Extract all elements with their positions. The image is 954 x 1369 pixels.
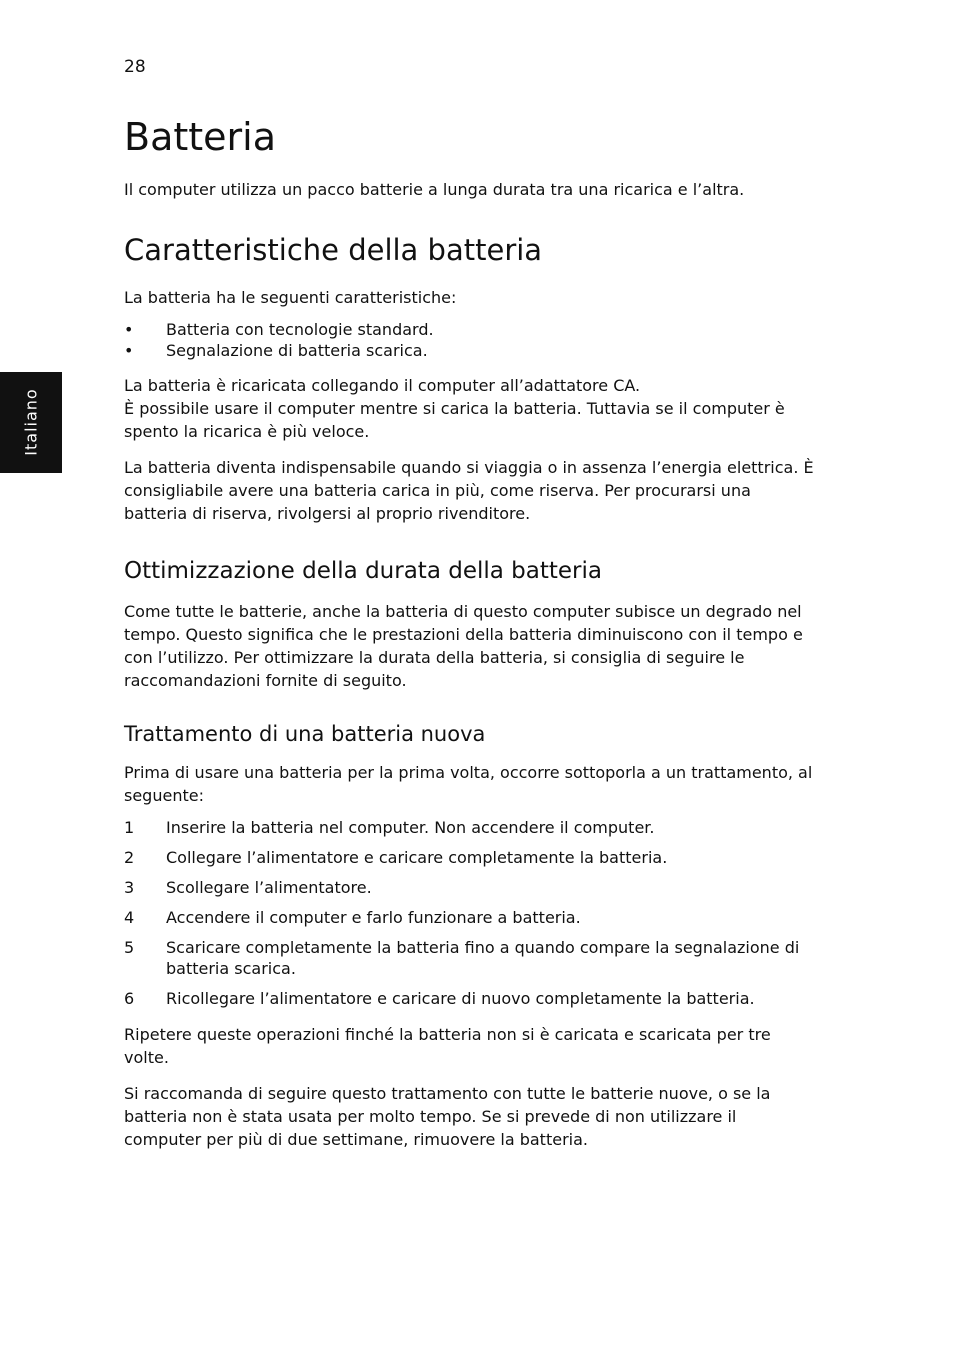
section-heading-new-battery: Trattamento di una batteria nuova — [124, 722, 486, 746]
characteristics-list — [124, 319, 814, 361]
list-item: 4 Accendere il computer e farlo funzionare a batteria. — [124, 908, 581, 927]
list-item: 2 Collegare l’alimentatore e caricare completamente la batteria. — [124, 848, 668, 867]
list-item: • Segnalazione di batteria scarica. — [124, 341, 428, 360]
bullet-marker: • — [124, 341, 134, 360]
section-heading-characteristics: Caratteristiche della batteria — [124, 233, 543, 267]
optimization-paragraph: Come tutte le batterie, anche la batteria di questo computer subisce un degrado nel tempo. Questo significa che le prestazioni della batteria diminuiscono con il tempo e con l’utilizzo. Per ottimizzare la durata della batteria, si consiglia di seguire le raccomandazioni fornite di seguito. — [124, 602, 803, 690]
charging-paragraph: La batteria è ricaricata collegando il computer all’adattatore CA. È possibile usare il computer mentre si carica la batteria. Tuttavia se il computer è spento la ricarica è più veloce. — [124, 376, 785, 441]
list-item: 5 Scaricare completamente la batteria fino a quando compare la segnalazione di batteria scarica. — [124, 938, 800, 978]
conditioning-steps — [124, 817, 814, 1009]
list-item: 6 Ricollegare l’alimentatore e caricare di nuovo completamente la batteria. — [124, 989, 755, 1008]
spare-battery-paragraph: La batteria diventa indispensabile quando si viaggia o in assenza l’energia elettrica. È consigliabile avere una batteria carica in più, come riserva. Per procurarsi una batteria di riserva, rivolgersi al proprio rivenditore. — [124, 458, 814, 523]
page-content — [124, 110, 814, 1151]
page-number: 28 — [124, 57, 146, 77]
list-item: • Batteria con tecnologie standard. — [124, 320, 434, 339]
page-title: Batteria — [124, 115, 276, 159]
list-item: 1 Inserire la batteria nel computer. Non accendere il computer. — [124, 818, 655, 837]
repeat-paragraph: Ripetere queste operazioni finché la batteria non si è caricata e scaricata per tre volte. — [124, 1025, 771, 1067]
recommendation-paragraph: Si raccomanda di seguire questo trattamento con tutte le batterie nuove, o se la batteria non è stata usata per molto tempo. Se si prevede di non utilizzare il computer per più di due settimane, rimuovere la batteria. — [124, 1084, 771, 1149]
new-battery-lead: Prima di usare una batteria per la prima volta, occorre sottoporla a un trattamento, al seguente: — [124, 763, 813, 805]
bullet-marker: • — [124, 320, 134, 339]
side-tab-label: Italiano — [21, 388, 41, 456]
list-item: 3 Scollegare l’alimentatore. — [124, 878, 372, 897]
intro-paragraph: Il computer utilizza un pacco batterie a lunga durata tra una ricarica e l’altra. — [124, 180, 745, 199]
characteristics-lead: La batteria ha le seguenti caratteristiche: — [124, 288, 457, 307]
language-side-tab — [0, 372, 62, 473]
section-heading-optimization: Ottimizzazione della durata della batteria — [124, 558, 602, 584]
